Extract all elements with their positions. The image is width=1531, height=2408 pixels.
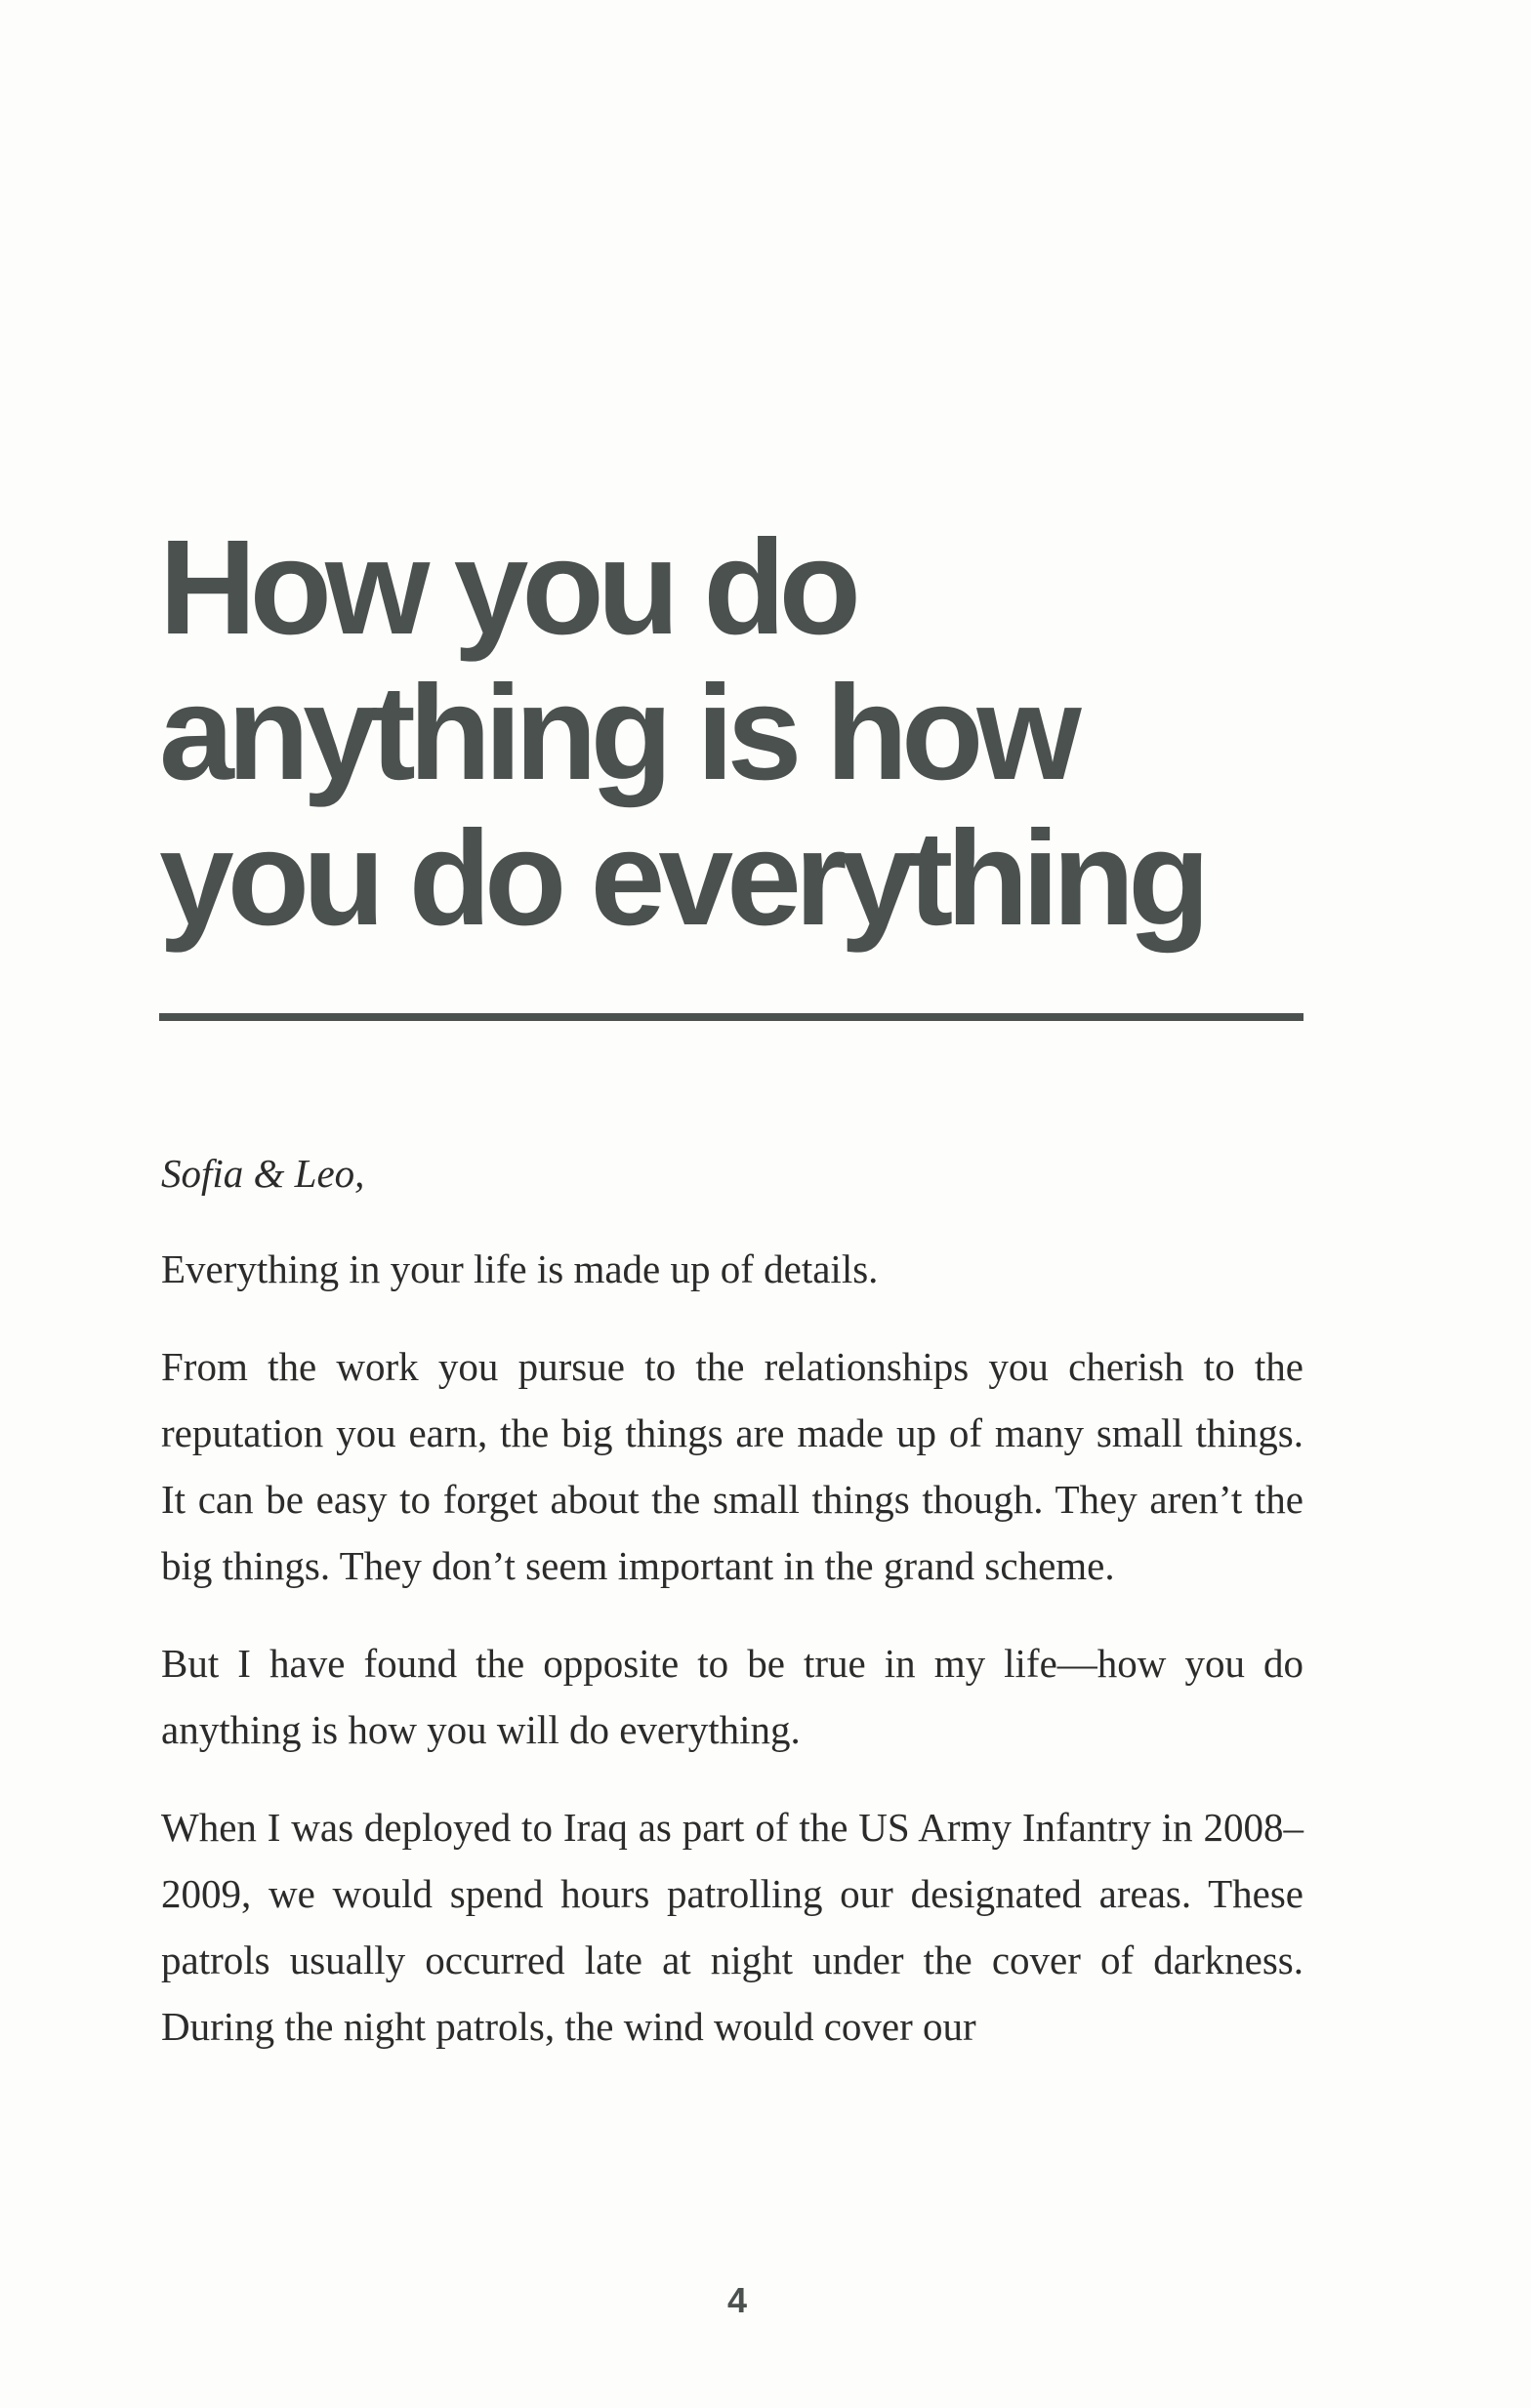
title-divider — [159, 1013, 1303, 1021]
paragraph-1: Everything in your life is made up of details. — [161, 1246, 879, 1291]
chapter-title-line-1: How you do — [159, 512, 854, 663]
salutation: Sofia & Leo, — [161, 1151, 365, 1196]
chapter-title — [159, 512, 1350, 954]
paragraph-4: When I was deployed to Iraq as part of the US Army Infantry in 2008–2009, we would spend hours patrolling our designated areas. These patrols usually occurred late at night under the cover of darkness. During the night patrols, the wind would cover our — [161, 1805, 1303, 2049]
paragraph-3: But I have found the opposite to be true in my life—how you do anything is how you will do everything. — [161, 1641, 1303, 1752]
page-number: 4 — [726, 2280, 748, 2320]
chapter-title-line-2: anything is how — [159, 658, 1075, 808]
chapter-title-line-3: you do everything — [159, 803, 1204, 954]
paragraph-2: From the work you pursue to the relationships you cherish to the reputation you earn, the big things are made up of many small things. It can be easy to forget about the small things though. They aren’t the big things. They don’t seem important in the grand scheme. — [161, 1344, 1303, 1588]
letter-body — [161, 1140, 1303, 2091]
